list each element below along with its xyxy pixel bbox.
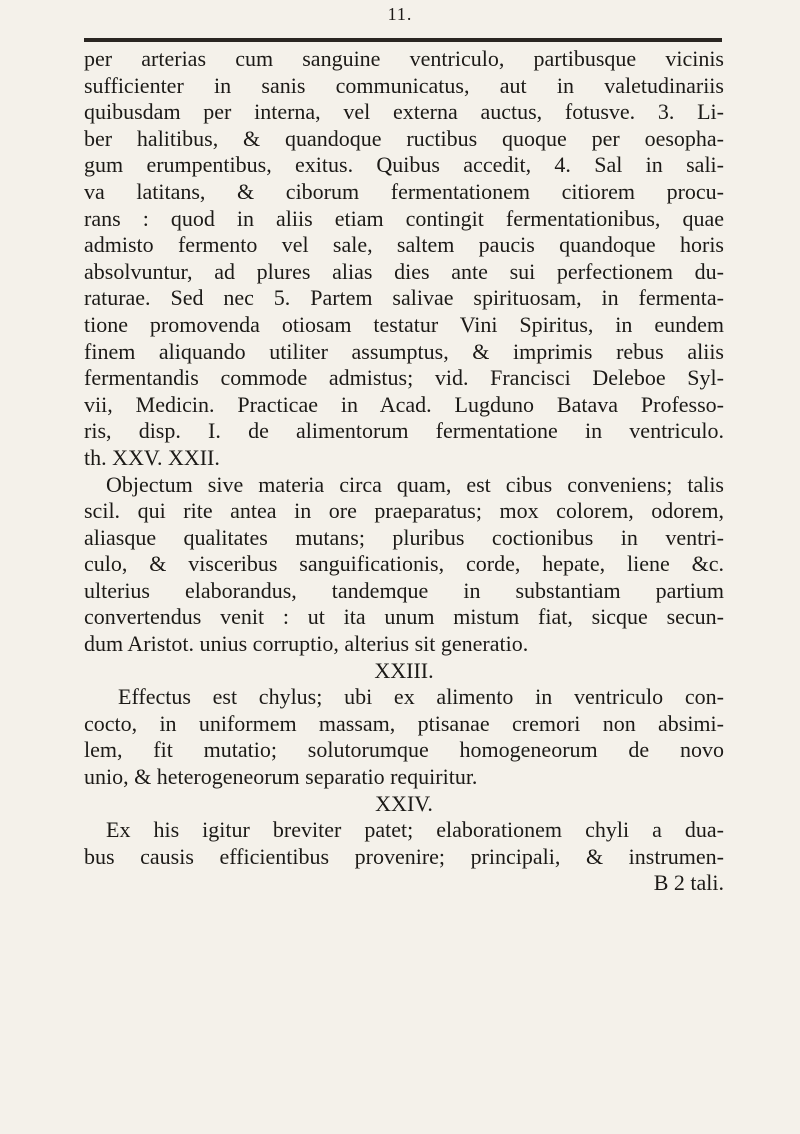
page-number: 11. — [387, 4, 413, 24]
text-line: raturae. Sed nec 5. Partem salivae spirituosam, in fermenta- — [84, 285, 724, 311]
text-line: lem, fit mutatio; solutorumque homogeneorum de novo — [84, 737, 724, 763]
text-line: Effectus est chylus; ubi ex alimento in ventriculo con- — [118, 684, 724, 710]
text-line: Objectum sive materia circa quam, est cibus conveniens; talis — [106, 471, 724, 497]
text-line: gum erumpentibus, exitus. Quibus accedit, 4. Sal in sali- — [84, 152, 724, 178]
text-line: bus causis efficientibus provenire; principali, & instrumen- — [84, 843, 724, 869]
text-line: quibusdam per interna, vel externa auctus, fotusve. 3. Li- — [84, 99, 724, 125]
text-line: sufficienter in sanis communicatus, aut in valetudinariis — [84, 72, 724, 98]
body-text — [84, 46, 724, 897]
text-line: culo, & visceribus sanguificationis, corde, hepate, liene &c. — [84, 551, 724, 577]
text-line: admisto fermento vel sale, saltem paucis quandoque horis — [84, 232, 724, 258]
text-line: tione promovenda otiosam testatur Vini Spiritus, in eundem — [84, 311, 724, 337]
text-line: ulterius elaborandus, tandemque in substantiam partium — [84, 577, 724, 603]
text-line: unio, & heterogeneorum separatio requiritur. — [84, 764, 478, 790]
text-line: ber halitibus, & quandoque ructibus quoque per oesopha- — [84, 125, 724, 151]
section-heading: XXIII. — [374, 657, 434, 683]
text-line: cocto, in uniformem massam, ptisanae cremori non absimi- — [84, 710, 724, 736]
text-line: th. XXV. XXII. — [84, 444, 220, 470]
text-line: absolvuntur, ad plures alias dies ante sui perfectionem du- — [84, 258, 724, 284]
text-line: dum Aristot. unius corruptio, alterius sit generatio. — [84, 631, 529, 657]
text-line: aliasque qualitates mutans; pluribus coctionibus in ventri- — [84, 524, 724, 550]
text-line: convertendus venit : ut ita unum mistum fiat, sicque secun- — [84, 604, 724, 630]
text-line: B 2 tali. — [653, 870, 724, 896]
text-line: fermentandis commode admistus; vid. Francisci Deleboe Syl- — [84, 365, 724, 391]
text-line: va latitans, & ciborum fermentationem citiorem procu- — [84, 178, 724, 204]
text-line: Ex his igitur breviter patet; elaborationem chyli a dua- — [106, 817, 724, 843]
section-heading: XXIV. — [375, 790, 433, 816]
text-line: vii, Medicin. Practicae in Acad. Lugduno Batava Professo- — [84, 391, 724, 417]
text-line: finem aliquando utiliter assumptus, & imprimis rebus aliis — [84, 338, 724, 364]
header-rule — [84, 38, 722, 42]
text-line: per arterias cum sanguine ventriculo, partibusque vicinis — [84, 46, 724, 71]
text-line: rans : quod in aliis etiam contingit fermentationibus, quae — [84, 205, 724, 231]
text-line: ris, disp. I. de alimentorum fermentatione in ventriculo. — [84, 418, 724, 444]
text-line: scil. qui rite antea in ore praeparatus; mox colorem, odorem, — [84, 498, 724, 524]
